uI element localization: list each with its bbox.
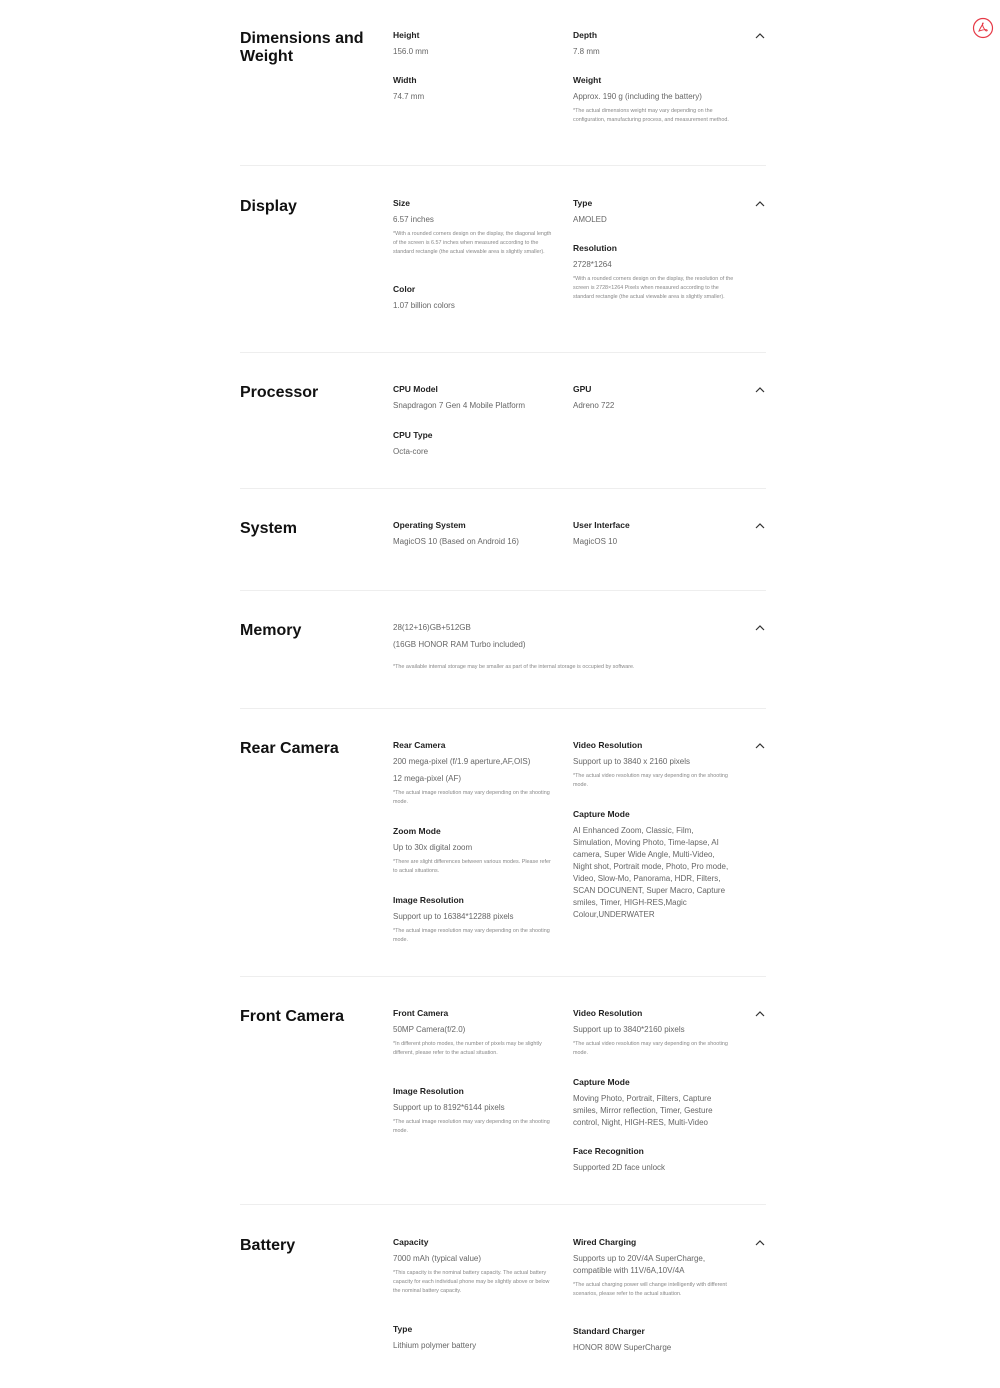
- spec-label: Size: [393, 198, 411, 208]
- spec-wired-charging: [573, 1237, 735, 1299]
- spec-value: Moving Photo, Portrait, Filters, Capture smiles, Mirror reflection, Timer, Gesture control, Night, HIGH-RES, Multi-Video: [573, 1094, 713, 1127]
- spec-resolution: [573, 243, 735, 302]
- spec-value: Up to 30x digital zoom: [393, 843, 473, 852]
- section-system: [240, 520, 766, 570]
- spec-height: [393, 30, 555, 58]
- spec-note: *The actual image resolution may vary depending on the shooting mode.: [393, 790, 550, 805]
- section-title: Dimensions and Weight: [240, 30, 364, 65]
- section-title: Rear Camera: [240, 740, 339, 757]
- pdf-icon[interactable]: [972, 17, 994, 39]
- spec-zoom-mode: [393, 826, 555, 876]
- spec-value: Lithium polymer battery: [393, 1341, 477, 1350]
- spec-label: Resolution: [573, 243, 617, 253]
- section-processor: [240, 384, 766, 474]
- spec-color: [393, 284, 555, 312]
- spec-value: Support up to 3840 x 2160 pixels: [573, 757, 690, 766]
- spec-value: 1.07 billion colors: [393, 301, 455, 310]
- spec-image-resolution: [393, 1086, 555, 1136]
- spec-value: 50MP Camera(f/2.0): [393, 1025, 466, 1034]
- spec-depth: [573, 30, 735, 58]
- spec-value: 6.57 inches: [393, 215, 434, 224]
- spec-note: *The actual video resolution may vary depending on the shooting mode.: [573, 1041, 728, 1056]
- spec-value: 74.7 mm: [393, 92, 425, 101]
- spec-os: [393, 520, 555, 548]
- chevron-up-icon[interactable]: [754, 384, 766, 396]
- spec-label: Color: [393, 284, 416, 294]
- section-display: [240, 198, 766, 338]
- spec-label: Wired Charging: [573, 1237, 637, 1247]
- section-divider: [240, 590, 766, 591]
- spec-value: 156.0 mm: [393, 47, 429, 56]
- spec-value: Octa-core: [393, 447, 429, 456]
- section-battery: [240, 1237, 766, 1367]
- spec-label: Image Resolution: [393, 1086, 464, 1096]
- chevron-up-icon[interactable]: [754, 520, 766, 532]
- section-divider: [240, 1204, 766, 1205]
- spec-label: Rear Camera: [393, 740, 446, 750]
- section-title: Front Camera: [240, 1008, 345, 1025]
- spec-video-resolution: [573, 1008, 735, 1058]
- spec-note: *There are slight differences between various modes. Please refer to actual situations.: [393, 859, 551, 874]
- spec-size: [393, 198, 555, 257]
- spec-value: 12 mega-pixel (AF): [393, 774, 462, 783]
- spec-value: Support up to 16384*12288 pixels: [393, 912, 514, 921]
- spec-note: *The actual charging power will change intelligently with different scenarios, please refer to the actual situation.: [573, 1282, 727, 1297]
- section-title: Memory: [240, 622, 302, 639]
- chevron-up-icon[interactable]: [754, 30, 766, 42]
- spec-front-camera: [393, 1008, 555, 1058]
- spec-value: HONOR 80W SuperCharge: [573, 1343, 672, 1352]
- spec-memory: [393, 622, 723, 672]
- spec-value: Supported 2D face unlock: [573, 1163, 666, 1172]
- spec-value: Approx. 190 g (including the battery): [573, 92, 702, 101]
- section-title: System: [240, 520, 297, 537]
- spec-type: [573, 198, 735, 226]
- spec-capture-mode: [573, 1077, 735, 1129]
- spec-label: Depth: [573, 30, 598, 40]
- spec-label: Capacity: [393, 1237, 429, 1247]
- spec-capacity: [393, 1237, 555, 1296]
- spec-label: Video Resolution: [573, 1008, 643, 1018]
- spec-video-resolution: [573, 740, 735, 790]
- spec-label: Zoom Mode: [393, 826, 441, 836]
- chevron-up-icon[interactable]: [754, 1008, 766, 1020]
- spec-label: Weight: [573, 75, 602, 85]
- spec-label: Height: [393, 30, 420, 40]
- spec-value: Adreno 722: [573, 401, 615, 410]
- spec-face-recognition: [573, 1146, 735, 1174]
- spec-label: Image Resolution: [393, 895, 464, 905]
- chevron-up-icon[interactable]: [754, 622, 766, 634]
- spec-label: GPU: [573, 384, 592, 394]
- spec-value: Support up to 3840*2160 pixels: [573, 1025, 685, 1034]
- spec-note: *In different photo modes, the number of pixels may be slightly different, please refer to the actual situation.: [393, 1041, 542, 1056]
- section-divider: [240, 976, 766, 977]
- spec-capture-mode: [573, 809, 735, 921]
- spec-value: 28(12+16)GB+512GB: [393, 623, 471, 632]
- spec-label: Front Camera: [393, 1008, 449, 1018]
- spec-image-resolution: [393, 895, 555, 945]
- spec-note: *The actual image resolution may vary depending on the shooting mode.: [393, 1119, 550, 1134]
- spec-standard-charger: [573, 1326, 735, 1354]
- spec-label: CPU Model: [393, 384, 438, 394]
- chevron-up-icon[interactable]: [754, 198, 766, 210]
- spec-note: *This capacity is the nominal battery capacity. The actual battery capacity for each individual phone may be slightly above or below the nominal battery capacity.: [393, 1270, 550, 1294]
- spec-note: *The actual video resolution may vary depending on the shooting mode.: [573, 773, 728, 788]
- spec-rear-camera: [393, 740, 555, 807]
- spec-label: Type: [393, 1324, 413, 1334]
- section-dimensions: [240, 30, 766, 150]
- spec-value: Support up to 8192*6144 pixels: [393, 1103, 505, 1112]
- section-title: Processor: [240, 384, 319, 401]
- section-divider: [240, 488, 766, 489]
- spec-battery-type: [393, 1324, 555, 1352]
- spec-label: Operating System: [393, 520, 466, 530]
- section-rear-camera: [240, 740, 766, 960]
- spec-note: *With a rounded corners design on the display, the diagonal length of the screen is 6.57 inches when measured according to the standard rectangle (the actual viewable area is slightly smaller).: [393, 231, 552, 255]
- section-memory: [240, 622, 766, 692]
- spec-width: [393, 75, 555, 103]
- spec-note: *The available internal storage may be smaller as part of the internal storage is occupied by software.: [393, 664, 635, 670]
- spec-value: AMOLED: [573, 215, 607, 224]
- spec-note: *With a rounded corners design on the display, the resolution of the screen is 2728×1264 Pixels when measured according to the standard rectangle (the actual viewable area is slightly smaller).: [573, 276, 734, 300]
- spec-value: (16GB HONOR RAM Turbo included): [393, 640, 526, 649]
- spec-cpu-model: [393, 384, 555, 412]
- spec-value: MagicOS 10: [573, 537, 618, 546]
- spec-label: Type: [573, 198, 593, 208]
- section-front-camera: [240, 1008, 766, 1188]
- spec-value: AI Enhanced Zoom, Classic, Film, Simulation, Moving Photo, Time-lapse, AI camera, Super Wide Angle, Multi-Video, Night shot, Portrait mode, Photo, Pro mode, Video, Slow-Mo, Panorama, HDR, Filters, SCAN DOCUNENT, Super Macro, Capture smiles, Timer, HIGH-RES,Magic Colour,UNDERWATER: [573, 826, 729, 919]
- spec-value: 7.8 mm: [573, 47, 600, 56]
- spec-value: Snapdragon 7 Gen 4 Mobile Platform: [393, 401, 526, 410]
- spec-weight: [573, 75, 735, 125]
- spec-note: *The actual dimensions weight may vary depending on the configuration, manufacturing process, and measurement method.: [573, 108, 729, 123]
- section-title: Battery: [240, 1237, 296, 1254]
- spec-label: Face Recognition: [573, 1146, 644, 1156]
- spec-label: Standard Charger: [573, 1326, 645, 1336]
- spec-value: MagicOS 10 (Based on Android 16): [393, 537, 519, 546]
- chevron-up-icon[interactable]: [754, 1237, 766, 1249]
- spec-label: Width: [393, 75, 417, 85]
- section-divider: [240, 708, 766, 709]
- spec-note: *The actual image resolution may vary depending on the shooting mode.: [393, 928, 550, 943]
- spec-gpu: [573, 384, 735, 412]
- spec-label: Video Resolution: [573, 740, 643, 750]
- spec-value: Supports up to 20V/4A SuperCharge, compatible with 11V/6A,10V/4A: [573, 1254, 706, 1275]
- section-title: Display: [240, 198, 297, 215]
- section-divider: [240, 352, 766, 353]
- spec-label: CPU Type: [393, 430, 433, 440]
- spec-label: Capture Mode: [573, 809, 630, 819]
- spec-label: User Interface: [573, 520, 630, 530]
- spec-value: 2728*1264: [573, 260, 612, 269]
- spec-value: 200 mega-pixel (f/1.9 aperture,AF,OIS): [393, 757, 531, 766]
- spec-label: Capture Mode: [573, 1077, 630, 1087]
- spec-value: 7000 mAh (typical value): [393, 1254, 482, 1263]
- spec-ui: [573, 520, 735, 548]
- chevron-up-icon[interactable]: [754, 740, 766, 752]
- spec-cpu-type: [393, 430, 555, 458]
- section-divider: [240, 165, 766, 166]
